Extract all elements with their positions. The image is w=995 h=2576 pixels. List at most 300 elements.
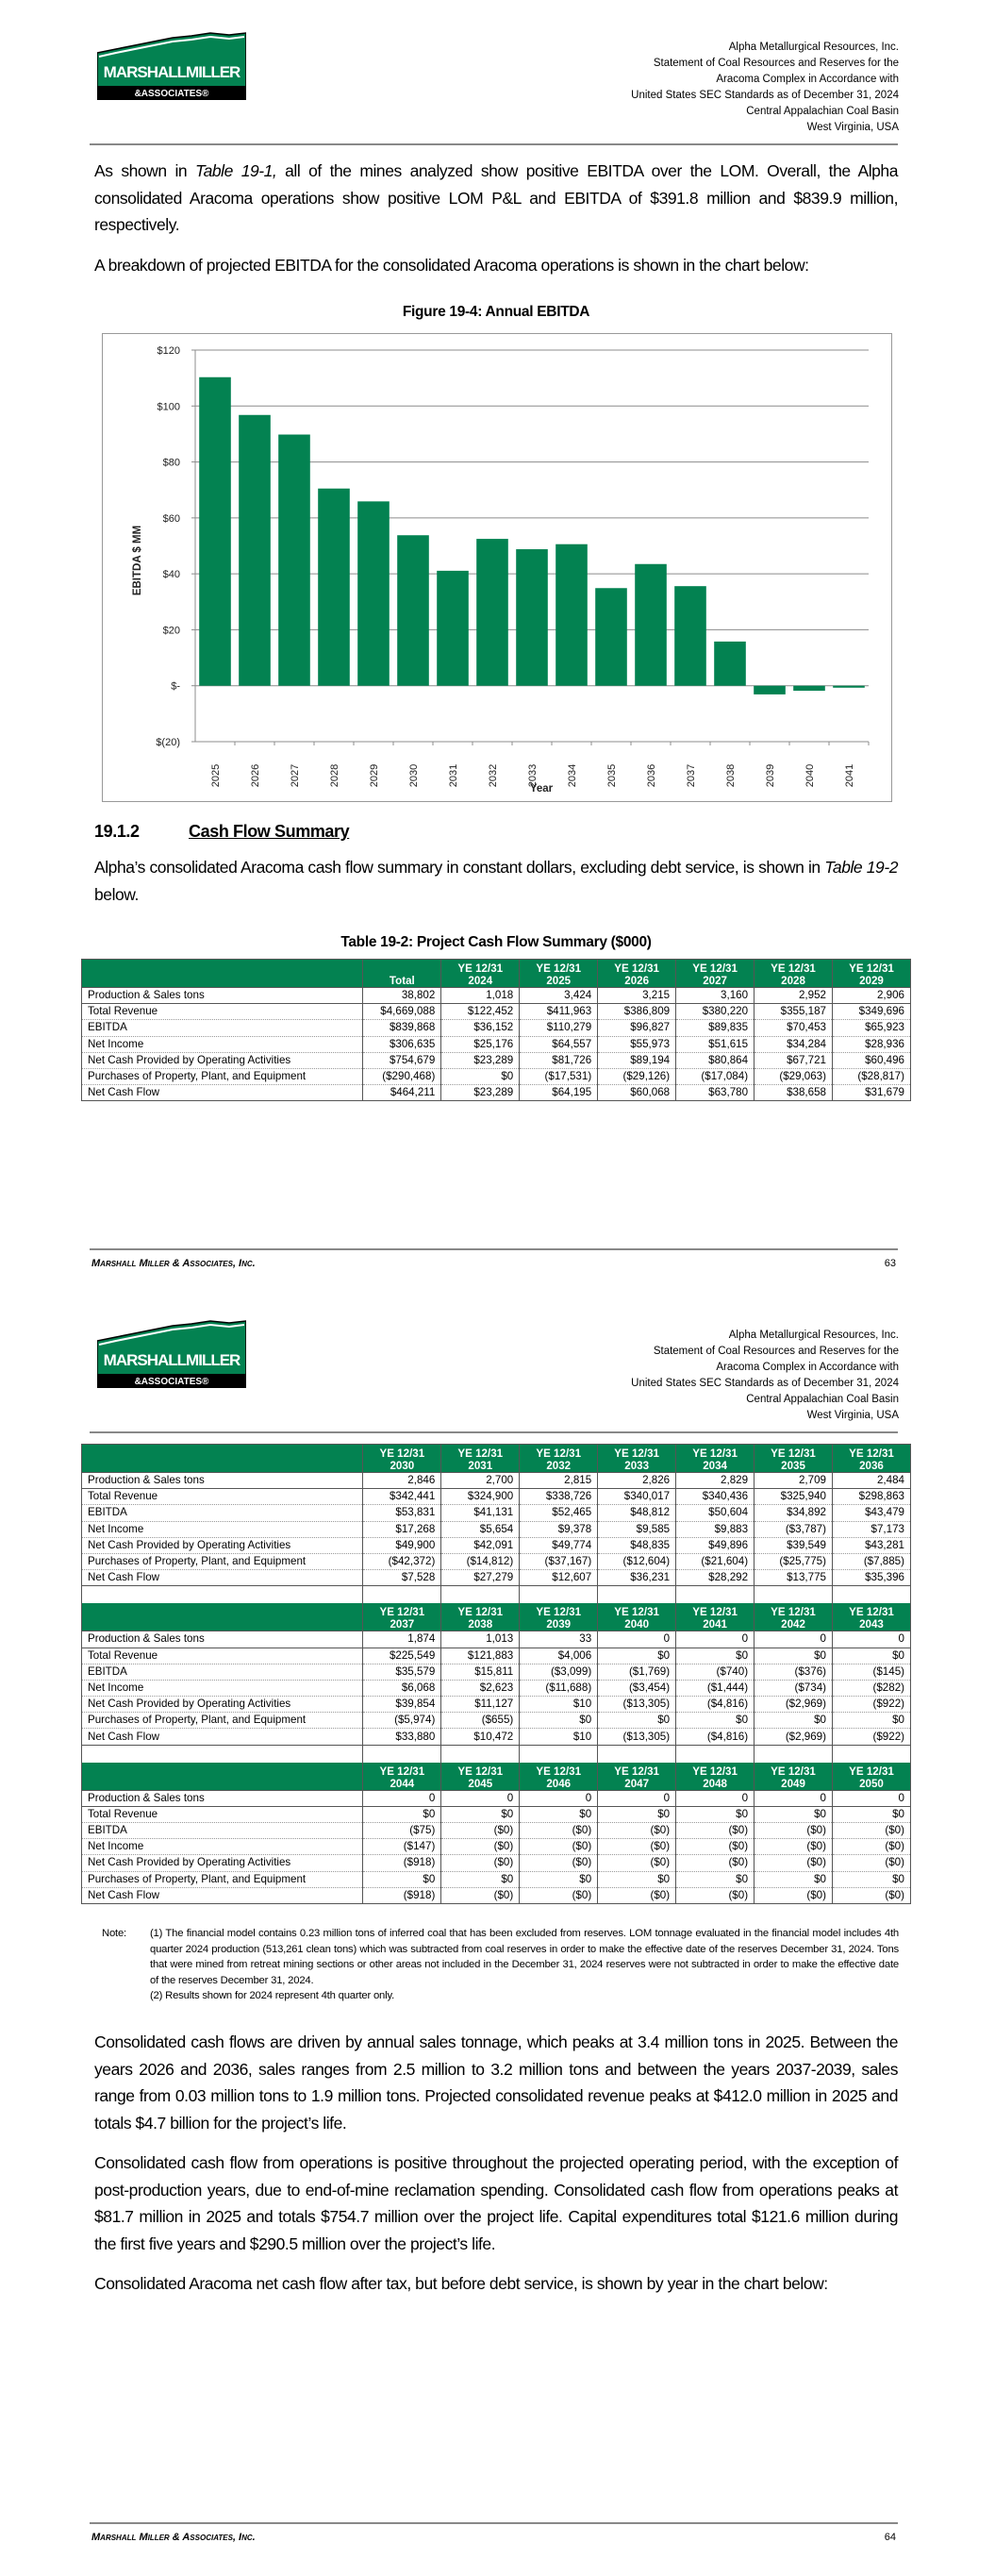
table-row: [82, 1697, 911, 1713]
table-cell: $0: [676, 1648, 755, 1664]
table-row: [82, 1052, 911, 1068]
table-cell: $49,774: [520, 1537, 598, 1553]
table-cell: $52,465: [520, 1505, 598, 1521]
table-row: [82, 1823, 911, 1839]
table-cell: ($0): [676, 1823, 755, 1839]
table-row: [82, 1806, 911, 1822]
row-label: Net Cash Flow: [82, 1729, 363, 1745]
table-cell: $13,775: [755, 1570, 833, 1586]
row-label: Total Revenue: [82, 1489, 363, 1505]
column-header: [833, 960, 911, 988]
row-label: Net Income: [82, 1680, 363, 1696]
spacer-cell: [598, 1745, 676, 1763]
table-spacer-row: [82, 1745, 911, 1763]
table-row: [82, 988, 911, 1004]
table-cell: 0: [676, 1790, 755, 1806]
table-cell: 3,215: [598, 988, 676, 1004]
table-cell: ($29,126): [598, 1068, 676, 1084]
row-label: Net Cash Provided by Operating Activities: [82, 1855, 363, 1871]
column-header-line2: Total: [389, 975, 415, 987]
row-label: Net Cash Flow: [82, 1570, 363, 1586]
note-1: (1) The financial model contains 0.23 million tons of inferred coal that has been excluded from reserves. LOM tonnage evaluated in the financial model includes 4th quarter 2024 production (513,261 clean tons) which was subtracted from coal reserves in order to make the effective date of the reserves December 31, 2024. Tons that were mined from retreat mining sections or other areas not included in the December 31, 2024 reserves were not subtracted in order to make the effective date of the reserves December 31, 2024.: [150, 1928, 899, 1986]
table-cell: $0: [441, 1806, 520, 1822]
table-cell: $464,211: [363, 1085, 441, 1101]
table-cell: ($4,816): [676, 1729, 755, 1745]
table-cell: ($0): [441, 1855, 520, 1871]
x-tick-label: 2032: [488, 763, 499, 788]
table-cell: ($29,063): [755, 1068, 833, 1084]
header-title-block: [631, 40, 899, 136]
table-cell: $4,669,088: [363, 1004, 441, 1020]
column-header: [676, 1445, 755, 1473]
x-tick-label: 2027: [290, 763, 301, 788]
table-cell: $0: [833, 1713, 911, 1729]
header-line: Aracoma Complex in Accordance with: [716, 74, 899, 85]
svg-text:&ASSOCIATES®: &ASSOCIATES®: [134, 89, 209, 99]
table-row: [82, 1521, 911, 1537]
section-title: Cash Flow Summary: [189, 822, 350, 841]
svg-text:MARSHALLMILLER: MARSHALLMILLER: [103, 1351, 240, 1369]
table-cell: ($922): [833, 1697, 911, 1713]
column-header: [833, 1603, 911, 1631]
table-cell: ($75): [363, 1823, 441, 1839]
table-cell: 2,846: [363, 1473, 441, 1489]
table-cell: $9,585: [598, 1521, 676, 1537]
table-cell: 2,484: [833, 1473, 911, 1489]
row-label: Production & Sales tons: [82, 1473, 363, 1489]
column-header-line1: YE 12/31: [457, 962, 504, 975]
table-cell: $70,453: [755, 1020, 833, 1036]
table-cell: $36,231: [598, 1570, 676, 1586]
table-cell: $33,880: [363, 1729, 441, 1745]
column-header-line1: YE 12/31: [536, 1765, 582, 1778]
table-cell: 3,424: [520, 988, 598, 1004]
row-label: EBITDA: [82, 1823, 363, 1839]
paragraph-operating-cashflow: Consolidated cash flow from operations is positive throughout the projected operating period, with the exception of post-production years, due to end-of-mine reclamation spending. Consolidated cash flow from operations peaks at $81.7 million in 2025 and totals $754.7 million over the project life. Capital expenditures total $121.6 million during the first five years and $290.5 million over the project’s life.: [94, 2153, 898, 2253]
table-cell: $0: [755, 1806, 833, 1822]
table-cell: ($0): [598, 1855, 676, 1871]
table-cell: 2,829: [676, 1473, 755, 1489]
table-cell: $121,883: [441, 1648, 520, 1664]
header-cell-blank: [82, 960, 363, 988]
table-cell: $0: [755, 1871, 833, 1887]
column-header: [520, 1603, 598, 1631]
table-cell: ($1,444): [676, 1680, 755, 1696]
column-header-line2: 2038: [468, 1618, 493, 1631]
paragraph-cashflow-intro: Alpha’s consolidated Aracoma cash flow summary in constant dollars, excluding debt service, is shown in Table 19-2 below.: [94, 858, 898, 904]
table-cell: $50,604: [676, 1505, 755, 1521]
column-header-line1: YE 12/31: [614, 962, 659, 975]
table-cell: $43,479: [833, 1505, 911, 1521]
table-cell: ($918): [363, 1887, 441, 1903]
table-cell: $411,963: [520, 1004, 598, 1020]
table-cell: $49,900: [363, 1537, 441, 1553]
column-header-line1: YE 12/31: [849, 1606, 894, 1619]
table-cell: $89,835: [676, 1020, 755, 1036]
header-line: United States SEC Standards as of December 31, 2024: [631, 90, 899, 101]
column-header: [755, 1763, 833, 1791]
table-cell: 33: [520, 1631, 598, 1648]
column-header: [598, 960, 676, 988]
table-cell: $0: [676, 1871, 755, 1887]
table-row: [82, 1505, 911, 1521]
table-row: [82, 1068, 911, 1084]
table-cell: ($0): [833, 1887, 911, 1903]
table-cell: 2,700: [441, 1473, 520, 1489]
column-header-line2: 2043: [859, 1618, 884, 1631]
column-header-line2: 2039: [546, 1618, 572, 1631]
table-cell: $27,279: [441, 1570, 520, 1586]
page-number: 63: [884, 1258, 896, 1269]
note-2: (2) Results shown for 2024 represent 4th quarter only.: [150, 1990, 395, 2001]
table-cell: $0: [520, 1713, 598, 1729]
spacer-cell: [520, 1745, 598, 1763]
column-header: [755, 960, 833, 988]
table-row: [82, 1631, 911, 1648]
table-cell: $38,658: [755, 1085, 833, 1101]
column-header: [441, 960, 520, 988]
column-header-line2: 2049: [781, 1777, 805, 1790]
column-header-line1: YE 12/31: [379, 1447, 425, 1460]
table-cell: ($0): [755, 1887, 833, 1903]
table-cell: ($42,372): [363, 1553, 441, 1569]
table-cell: ($13,305): [598, 1729, 676, 1745]
row-label: Net Cash Provided by Operating Activities: [82, 1537, 363, 1553]
footer-divider: [90, 2522, 898, 2524]
table-cell: $41,131: [441, 1505, 520, 1521]
row-label: Net Cash Provided by Operating Activities: [82, 1052, 363, 1068]
table-cell: $96,827: [598, 1020, 676, 1036]
table-cell: ($13,305): [598, 1697, 676, 1713]
table-cell: ($0): [520, 1823, 598, 1839]
row-label: Production & Sales tons: [82, 1631, 363, 1648]
column-header-line2: 2036: [859, 1460, 884, 1472]
table-cell: $122,452: [441, 1004, 520, 1020]
table-row: [82, 1664, 911, 1680]
table-cell: $2,623: [441, 1680, 520, 1696]
table-row: [82, 1839, 911, 1855]
table-cell: $34,284: [755, 1036, 833, 1052]
table-cell: ($1,769): [598, 1664, 676, 1680]
table-cell: ($12,604): [598, 1553, 676, 1569]
svg-text:&ASSOCIATES®: &ASSOCIATES®: [134, 1377, 209, 1387]
column-header-line1: YE 12/31: [614, 1765, 659, 1778]
column-header-line2: 2029: [859, 975, 884, 987]
table-cell: $89,194: [598, 1052, 676, 1068]
column-header-line2: 2045: [468, 1777, 493, 1790]
y-tick-label: $20: [162, 625, 180, 637]
x-tick-label: 2029: [369, 763, 380, 788]
section-heading: [94, 822, 349, 842]
table-cell: ($734): [755, 1680, 833, 1696]
table-cell: ($0): [598, 1839, 676, 1855]
table-notes: [97, 1926, 899, 2004]
table-cell: $53,831: [363, 1505, 441, 1521]
table-cell: ($0): [676, 1855, 755, 1871]
x-tick-label: 2034: [567, 763, 578, 788]
table-cell: $306,635: [363, 1036, 441, 1052]
x-tick-label: 2031: [448, 763, 459, 788]
x-tick-label: 2025: [210, 763, 222, 788]
header-line: United States SEC Standards as of December 31, 2024: [631, 1378, 899, 1389]
table-cell: $39,854: [363, 1697, 441, 1713]
section-number: 19.1.2: [94, 822, 140, 841]
column-header-line1: YE 12/31: [692, 1606, 738, 1619]
y-tick-label: $120: [157, 345, 180, 357]
bar-2038: [714, 642, 746, 686]
column-header-line1: YE 12/31: [771, 962, 816, 975]
column-header-line1: YE 12/31: [536, 962, 582, 975]
column-header: [520, 960, 598, 988]
table-cell: ($11,688): [520, 1680, 598, 1696]
bar-2029: [357, 501, 390, 685]
cash-flow-summary-table: [81, 959, 911, 1101]
table-cell: $65,923: [833, 1020, 911, 1036]
y-axis-title: EBITDA $ MM: [132, 525, 143, 596]
table-cell: $48,835: [598, 1537, 676, 1553]
table-row: [82, 1004, 911, 1020]
table-row: [82, 1553, 911, 1569]
y-tick-label: $40: [162, 569, 180, 581]
row-label: Net Cash Provided by Operating Activities: [82, 1697, 363, 1713]
table-cell: $51,615: [676, 1036, 755, 1052]
table-cell: ($655): [441, 1713, 520, 1729]
x-tick-label: 2037: [686, 763, 697, 788]
table-cell: $0: [520, 1871, 598, 1887]
column-header-line2: 2033: [624, 1460, 650, 1472]
table-cell: $12,607: [520, 1570, 598, 1586]
bar-2026: [239, 415, 271, 686]
spacer-cell: [82, 1745, 363, 1763]
table-cell: $9,378: [520, 1521, 598, 1537]
row-label: Net Income: [82, 1036, 363, 1052]
x-tick-label: 2039: [765, 763, 776, 788]
table-cell: ($0): [676, 1839, 755, 1855]
column-header-line1: YE 12/31: [692, 1447, 738, 1460]
table-cell: ($2,969): [755, 1697, 833, 1713]
table-cell: ($0): [676, 1887, 755, 1903]
spacer-cell: [520, 1586, 598, 1604]
table-header-row: [82, 1445, 911, 1473]
row-label: EBITDA: [82, 1664, 363, 1680]
table-cell: ($14,812): [441, 1553, 520, 1569]
table-row: [82, 1713, 911, 1729]
column-header-line2: 2026: [624, 975, 650, 987]
row-label: EBITDA: [82, 1020, 363, 1036]
column-header: [755, 1603, 833, 1631]
x-tick-label: 2040: [804, 763, 816, 788]
column-header-line2: 2030: [390, 1460, 415, 1472]
table-cell: $355,187: [755, 1004, 833, 1020]
column-header: [833, 1763, 911, 1791]
spacer-cell: [676, 1586, 755, 1604]
column-header: [676, 1603, 755, 1631]
column-header: [363, 1445, 441, 1473]
header-line: Statement of Coal Resources and Reserves for the: [653, 58, 899, 69]
table-cell: $110,279: [520, 1020, 598, 1036]
x-tick-label: 2036: [646, 763, 657, 788]
header-divider: [90, 143, 898, 145]
table-cell: $6,068: [363, 1680, 441, 1696]
y-tick-label: $80: [162, 457, 180, 469]
table-cell: 0: [598, 1631, 676, 1648]
column-header-line2: 2027: [703, 975, 727, 987]
table-cell: ($7,885): [833, 1553, 911, 1569]
table-cell: $0: [441, 1871, 520, 1887]
table-cell: $9,883: [676, 1521, 755, 1537]
paragraph-chart-intro: A breakdown of projected EBITDA for the consolidated Aracoma operations is shown in the chart below:: [94, 255, 809, 275]
table-cell: $0: [755, 1713, 833, 1729]
spacer-cell: [363, 1586, 441, 1604]
table-cell: ($17,084): [676, 1068, 755, 1084]
column-header-line2: 2046: [546, 1777, 572, 1790]
table-cell: $64,195: [520, 1085, 598, 1101]
table-cell: 0: [755, 1631, 833, 1648]
table-cell: $380,220: [676, 1004, 755, 1020]
table-cell: $28,936: [833, 1036, 911, 1052]
bar-2033: [516, 549, 548, 686]
column-header-line1: YE 12/31: [457, 1606, 504, 1619]
table-cell: $39,549: [755, 1537, 833, 1553]
table-row: [82, 1570, 911, 1586]
y-tick-label: $-: [171, 680, 180, 693]
table-cell: ($0): [520, 1887, 598, 1903]
spacer-cell: [833, 1745, 911, 1763]
marshall-miller-logo: [97, 32, 246, 100]
row-label: EBITDA: [82, 1505, 363, 1521]
column-header-line2: 2050: [859, 1777, 884, 1790]
table-cell: $325,940: [755, 1489, 833, 1505]
table-cell: ($918): [363, 1855, 441, 1871]
bar-2027: [278, 435, 310, 686]
table-cell: $0: [363, 1871, 441, 1887]
spacer-cell: [598, 1586, 676, 1604]
table-cell: $342,441: [363, 1489, 441, 1505]
row-label: Total Revenue: [82, 1648, 363, 1664]
table-cell: 2,709: [755, 1473, 833, 1489]
table-cell: $298,863: [833, 1489, 911, 1505]
table-cell: 0: [520, 1790, 598, 1806]
column-header-line2: 2044: [390, 1777, 415, 1790]
bar-2040: [793, 686, 825, 691]
column-header: [598, 1763, 676, 1791]
x-tick-label: 2038: [725, 763, 737, 788]
table-cell: $81,726: [520, 1052, 598, 1068]
column-header-line2: 2040: [624, 1618, 650, 1631]
page-footer: [90, 2522, 898, 2543]
table-cell: $0: [598, 1871, 676, 1887]
table-cell: 1,874: [363, 1631, 441, 1648]
table-cell: 0: [363, 1790, 441, 1806]
row-label: Purchases of Property, Plant, and Equipment: [82, 1068, 363, 1084]
column-header-line2: 2024: [468, 975, 493, 987]
x-tick-label: 2041: [844, 763, 855, 788]
column-header-line2: 2034: [703, 1460, 727, 1472]
table-cell: ($4,816): [676, 1697, 755, 1713]
header-cell-blank: [82, 1445, 363, 1473]
table-cell: $0: [598, 1713, 676, 1729]
header-line: West Virginia, USA: [806, 1410, 899, 1421]
table-row: [82, 1473, 911, 1489]
table-cell: 0: [441, 1790, 520, 1806]
header-line: Alpha Metallurgical Resources, Inc.: [728, 1330, 899, 1341]
bar-2039: [754, 686, 786, 694]
table-cell: ($5,974): [363, 1713, 441, 1729]
row-label: Net Cash Flow: [82, 1887, 363, 1903]
table-row: [82, 1855, 911, 1871]
table-cell: ($147): [363, 1839, 441, 1855]
y-tick-label: $(20): [156, 737, 180, 748]
column-header: [363, 1603, 441, 1631]
note-label: Note:: [102, 1928, 127, 1939]
column-header-line2: 2028: [781, 975, 805, 987]
table-cell: $11,127: [441, 1697, 520, 1713]
page-number: 64: [884, 2532, 896, 2543]
column-header-line1: YE 12/31: [849, 1447, 894, 1460]
table-row: [82, 1871, 911, 1887]
table-cell: ($3,454): [598, 1680, 676, 1696]
column-header-line2: 2025: [546, 975, 572, 987]
column-header-line1: YE 12/31: [536, 1447, 582, 1460]
table-cell: $60,068: [598, 1085, 676, 1101]
column-header-line1: YE 12/31: [849, 1765, 894, 1778]
table-cell: $225,549: [363, 1648, 441, 1664]
table-cell: ($0): [441, 1839, 520, 1855]
column-header-line1: YE 12/31: [457, 1447, 504, 1460]
table-cell: $340,436: [676, 1489, 755, 1505]
cashflow-intro: [94, 854, 898, 921]
header-line: Alpha Metallurgical Resources, Inc.: [728, 42, 899, 53]
table-cell: $0: [755, 1648, 833, 1664]
column-header-line2: 2032: [546, 1460, 572, 1472]
table-cell: $754,679: [363, 1052, 441, 1068]
row-label: Production & Sales tons: [82, 988, 363, 1004]
table-cell: $23,289: [441, 1085, 520, 1101]
row-label: Purchases of Property, Plant, and Equipment: [82, 1871, 363, 1887]
table-header-row: [82, 1763, 911, 1791]
table-cell: ($25,775): [755, 1553, 833, 1569]
column-header-line2: 2035: [781, 1460, 805, 1472]
column-header-line2: 2037: [390, 1618, 415, 1631]
table-cell: ($0): [755, 1823, 833, 1839]
bar-2035: [595, 588, 627, 685]
table-cell: $0: [676, 1713, 755, 1729]
table-cell: $7,173: [833, 1521, 911, 1537]
x-tick-label: 2026: [250, 763, 261, 788]
header-line: Aracoma Complex in Accordance with: [716, 1362, 899, 1373]
column-header: [598, 1603, 676, 1631]
svg-text:MARSHALLMILLER: MARSHALLMILLER: [103, 63, 240, 81]
column-header-line1: YE 12/31: [379, 1765, 425, 1778]
table-cell: $5,654: [441, 1521, 520, 1537]
table-cell: ($3,787): [755, 1521, 833, 1537]
table-cell: ($282): [833, 1680, 911, 1696]
table-cell: $7,528: [363, 1570, 441, 1586]
header-cell-blank: [82, 1603, 363, 1631]
header-line: Central Appalachian Coal Basin: [746, 106, 899, 117]
column-header-line1: YE 12/31: [771, 1447, 816, 1460]
table-cell: $48,812: [598, 1505, 676, 1521]
column-header-line1: YE 12/31: [536, 1606, 582, 1619]
table-cell: $31,679: [833, 1085, 911, 1101]
page-header: [97, 28, 899, 142]
table-row: [82, 1790, 911, 1806]
table-cell: $55,973: [598, 1036, 676, 1052]
x-tick-label: 2033: [527, 763, 539, 788]
table-cell: $0: [441, 1068, 520, 1084]
column-header: [363, 1763, 441, 1791]
table-cell: 1,013: [441, 1631, 520, 1648]
